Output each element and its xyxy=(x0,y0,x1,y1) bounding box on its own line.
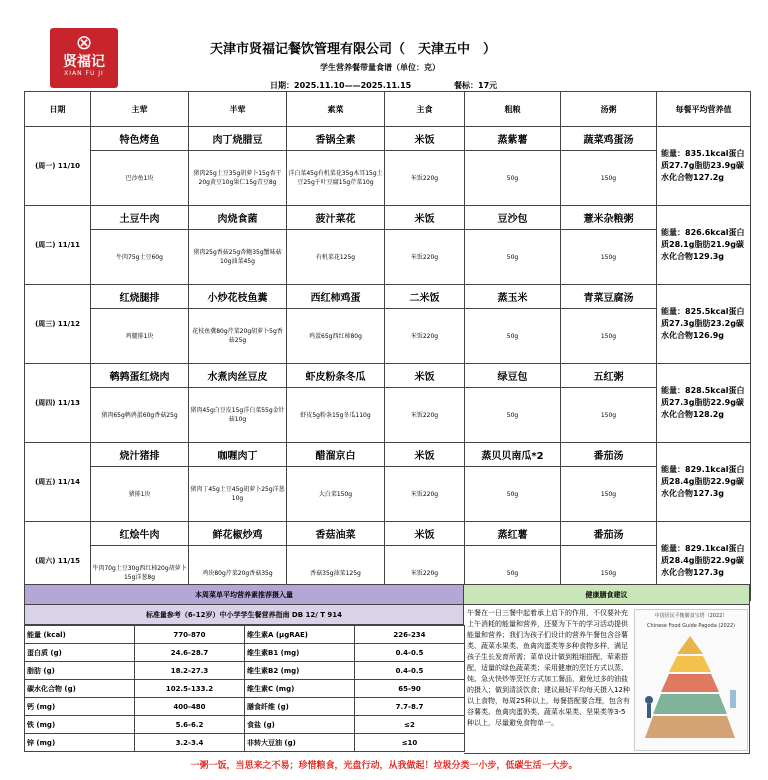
ingredient-amount: 米饭220g xyxy=(385,467,465,522)
pagoda-subtitle: Chinese Food Guide Pagoda (2022) xyxy=(647,623,735,629)
nutrient-label: 维生素A (μgRAE) xyxy=(245,626,355,644)
nutrient-range: 5.6-6.2 xyxy=(135,716,245,734)
dish-name: 西红柿鸡蛋 xyxy=(287,285,385,309)
brand-logo xyxy=(50,28,118,88)
nutrient-label: 维生素B2 (mg) xyxy=(245,662,355,680)
bottom-section xyxy=(24,584,750,754)
ingredient-amount: 150g xyxy=(561,467,657,522)
col-header: 素菜 xyxy=(287,92,385,127)
dish-name: 小炒花枝鱼糞 xyxy=(189,285,287,309)
advice-text: 午餐在一日三餐中起着承上启下的作用，不仅要补充上午消耗的能量和营养，还要为下午的学习活动提供能量和营养；我们为孩子们设计的营养午餐包含谷薯类、蔬菜水果类、鱼禽肉蛋类等多种食物多样，满足孩子生长发育所需；菜单设计做到粗细搭配、荤素搭配，适量的绿色蔬菜类；采用健康的烹饪方式以蒸、炖、急火快炒等烹饪方式加工餐品，避免过多的油盐的摄入；做到清淡饮食；建议最好平均每天摄入12种以上食物，每周25种以上，每餐搭配要合理，包含有谷薯类、鱼禽肉蛋奶类、蔬菜水果类、坚果类等3-5种以上，尽量避免食物单一。 xyxy=(467,609,630,727)
ingredient-amount: 150g xyxy=(561,230,657,285)
nutrient-row xyxy=(25,680,465,698)
ingredient-amount: 鸡蛋65g西红柿80g xyxy=(287,309,385,364)
nutrient-range: ≤10 xyxy=(355,734,465,752)
ingredient-amount: 米饭220g xyxy=(385,230,465,285)
dish-name: 特色烤鱼 xyxy=(91,127,189,151)
dish-name: 米饭 xyxy=(385,127,465,151)
nutrient-row xyxy=(25,644,465,662)
advice-heading: 健康膳食建议 xyxy=(464,584,750,605)
dish-name: 蔬菜鸡蛋汤 xyxy=(561,127,657,151)
dish-name: 鲜花椒炒鸡 xyxy=(189,522,287,546)
nutrient-label: 钙 (mg) xyxy=(25,698,135,716)
day-label: (周一) 11/10 xyxy=(25,127,91,206)
summary-heading: 本周菜单平均营养素推荐摄入量 xyxy=(24,584,464,605)
nutrition-value: 能量：829.1kcal蛋白质28.4g脂肪22.9g碳水化合物127.3g xyxy=(657,522,751,601)
page-subtitle: 学生营养餐带量食谱（单位：克） xyxy=(320,63,440,72)
dish-name: 水煮肉丝豆皮 xyxy=(189,364,287,388)
menu-ingredient-row xyxy=(25,467,751,522)
nutrient-range: 0.4-0.5 xyxy=(355,662,465,680)
dish-name: 绿豆包 xyxy=(465,364,561,388)
page-title: 天津市贤福记餐饮管理有限公司（ 天津五中 ） xyxy=(210,42,497,57)
ingredient-amount: 大白菜150g xyxy=(287,467,385,522)
dish-name: 蒸贝贝南瓜*2 xyxy=(465,443,561,467)
nutrition-value: 能量：826.6kcal蛋白质28.1g脂肪21.9g碳水化合物129.3g xyxy=(657,206,751,285)
ingredient-amount: 50g xyxy=(465,388,561,443)
menu-ingredient-row xyxy=(25,309,751,364)
ingredient-amount: 150g xyxy=(561,388,657,443)
dish-name: 香锅全素 xyxy=(287,127,385,151)
nutrition-value: 能量：835.1kcal蛋白质27.7g脂肪23.9g碳水化合物127.2g xyxy=(657,127,751,206)
nutrient-row xyxy=(25,716,465,734)
ingredient-amount: 猪排1块 xyxy=(91,467,189,522)
dish-name: 醋溜京白 xyxy=(287,443,385,467)
dish-name: 米饭 xyxy=(385,364,465,388)
dish-name: 红烩牛肉 xyxy=(91,522,189,546)
ingredient-amount: 150g xyxy=(561,151,657,206)
ingredient-amount: 有机菜花125g xyxy=(287,230,385,285)
ingredient-amount: 猪肉45g白豆皮15g洋白菜55g金针菇10g xyxy=(189,388,287,443)
nutrient-label: 铁 (mg) xyxy=(25,716,135,734)
ingredient-amount: 牛肉75g土豆60g xyxy=(91,230,189,285)
nutrient-label: 碳水化合物 (g) xyxy=(25,680,135,698)
dish-name: 红烧腿排 xyxy=(91,285,189,309)
dish-name: 米饭 xyxy=(385,522,465,546)
nutrient-label: 锌 (mg) xyxy=(25,734,135,752)
dish-name: 五红粥 xyxy=(561,364,657,388)
pagoda-title: 中国居民平衡膳食宝塔（2022） xyxy=(654,613,728,619)
nutrient-range: 0.4-0.5 xyxy=(355,644,465,662)
ingredient-amount: 米饭220g xyxy=(385,151,465,206)
ingredient-amount: 香菇35g油菜125g xyxy=(287,546,385,601)
nutrient-range: 3.2-3.4 xyxy=(135,734,245,752)
menu-dish-row xyxy=(25,522,751,546)
footer-slogan: 一粥一饭，当思来之不易；珍惜粮食，光盘行动，从我做起！垃圾分类一小步，低碳生活一大步。 xyxy=(190,761,578,771)
day-label: (周二) 11/11 xyxy=(25,206,91,285)
ingredient-amount: 鸡腿排1块 xyxy=(91,309,189,364)
ingredient-amount: 米饭220g xyxy=(385,388,465,443)
nutrient-range: 7.7-8.7 xyxy=(355,698,465,716)
menu-dish-row xyxy=(25,127,751,151)
ingredient-amount: 鸡块80g芹菜20g香菇35g xyxy=(189,546,287,601)
ingredient-amount: 150g xyxy=(561,546,657,601)
ingredient-amount: 猪肉25g香菇25g杏鲍35g蟹味菇10g油菜45g xyxy=(189,230,287,285)
summary-standard: 标准量参考（6-12岁）中小学学生餐营养指南 DB 12/ T 914 xyxy=(24,605,464,625)
ingredient-amount: 米饭220g xyxy=(385,546,465,601)
ingredient-amount: 猪肉丁45g土豆45g胡萝卜25g洋葱10g xyxy=(189,467,287,522)
menu-header-row xyxy=(25,92,751,127)
col-header: 主荤 xyxy=(91,92,189,127)
ingredient-amount: 50g xyxy=(465,546,561,601)
dish-name: 豆沙包 xyxy=(465,206,561,230)
date-range: 日期：2025.11.10——2025.11.15 xyxy=(270,81,412,90)
menu-ingredient-row xyxy=(25,151,751,206)
nutrient-label: 能量 (kcal) xyxy=(25,626,135,644)
ingredient-amount: 洋白菜45g有机菜花35g木耳15g土豆25g千叶豆腐15g芹菜10g xyxy=(287,151,385,206)
nutrient-label: 脂肪 (g) xyxy=(25,662,135,680)
day-label: (周六) 11/15 xyxy=(25,522,91,601)
dish-name: 米饭 xyxy=(385,206,465,230)
nutrient-row xyxy=(25,626,465,644)
menu-dish-row xyxy=(25,285,751,309)
dish-name: 蒸红薯 xyxy=(465,522,561,546)
day-label: (周三) 11/12 xyxy=(25,285,91,364)
ingredient-amount: 50g xyxy=(465,467,561,522)
nutrition-value: 能量：829.1kcal蛋白质28.4g脂肪22.9g碳水化合物127.3g xyxy=(657,443,751,522)
dish-name: 蒸玉米 xyxy=(465,285,561,309)
menu-dish-row xyxy=(25,206,751,230)
dish-name: 肉烧食菌 xyxy=(189,206,287,230)
dish-name: 烧汁猪排 xyxy=(91,443,189,467)
nutrient-range: 400-480 xyxy=(135,698,245,716)
date-row xyxy=(270,80,497,91)
nutrient-range: 24.6-28.7 xyxy=(135,644,245,662)
nutrient-range: 102.5-133.2 xyxy=(135,680,245,698)
dish-name: 青菜豆腐汤 xyxy=(561,285,657,309)
col-header: 每餐平均营养值 xyxy=(657,92,751,127)
ingredient-amount: 猪肉65g鹌鹑蛋60g香菇25g xyxy=(91,388,189,443)
nutrient-range: 65-90 xyxy=(355,680,465,698)
nutrient-label: 膳食纤维 (g) xyxy=(245,698,355,716)
dish-name: 蒸紫薯 xyxy=(465,127,561,151)
dish-name: 肉丁烧腊豆 xyxy=(189,127,287,151)
ingredient-amount: 虾皮5g粉条15g冬瓜110g xyxy=(287,388,385,443)
nutrition-value: 能量：825.5kcal蛋白质27.3g脂肪23.2g碳水化合物126.9g xyxy=(657,285,751,364)
ingredient-amount: 50g xyxy=(465,230,561,285)
nutrient-label: 食盐 (g) xyxy=(245,716,355,734)
menu-table xyxy=(24,91,751,601)
ingredient-amount: 50g xyxy=(465,151,561,206)
nutrient-row xyxy=(25,662,465,680)
nutrient-range: 770-870 xyxy=(135,626,245,644)
nutrient-label: 维生素B1 (mg) xyxy=(245,644,355,662)
dish-name: 二米饭 xyxy=(385,285,465,309)
ingredient-amount: 米饭220g xyxy=(385,309,465,364)
dish-name: 虾皮粉条冬瓜 xyxy=(287,364,385,388)
advice-panel xyxy=(464,605,750,754)
ingredient-amount: 猪肉25g土豆35g胡萝卜15g杏干20g黄豆10g果仁15g青豆8g xyxy=(189,151,287,206)
dish-name: 鹌鹑蛋红烧肉 xyxy=(91,364,189,388)
nutrient-row xyxy=(25,698,465,716)
col-header: 日期 xyxy=(25,92,91,127)
logo-brand-en: XIAN FU JI xyxy=(64,70,104,77)
dish-name: 番茄汤 xyxy=(561,522,657,546)
pagoda-icon xyxy=(635,630,745,748)
menu-ingredient-row xyxy=(25,388,751,443)
ingredient-amount: 牛肉70g土豆30g西红柿20g胡萝卜15g洋葱8g xyxy=(91,546,189,601)
dish-name: 米饭 xyxy=(385,443,465,467)
nutrient-standard-table xyxy=(24,625,465,752)
nutrient-range: 226-234 xyxy=(355,626,465,644)
dish-name: 菠汁菜花 xyxy=(287,206,385,230)
nutrient-label: 非转大豆油 (g) xyxy=(245,734,355,752)
menu-ingredient-row xyxy=(25,230,751,285)
meal-price: 餐标：17元 xyxy=(454,81,498,90)
nutrient-range: ≤2 xyxy=(355,716,465,734)
nutrient-label: 维生素C (mg) xyxy=(245,680,355,698)
nutrition-value: 能量：828.5kcal蛋白质27.3g脂肪22.9g碳水化合物128.2g xyxy=(657,364,751,443)
menu-dish-row xyxy=(25,443,751,467)
nutrient-range: 18.2-27.3 xyxy=(135,662,245,680)
day-label: (周五) 11/14 xyxy=(25,443,91,522)
dish-name: 咖喱肉丁 xyxy=(189,443,287,467)
ingredient-amount: 50g xyxy=(465,309,561,364)
col-header: 主食 xyxy=(385,92,465,127)
day-label: (周四) 11/13 xyxy=(25,364,91,443)
nutrient-label: 蛋白质 (g) xyxy=(25,644,135,662)
logo-brand-text: 贤福记 xyxy=(63,54,105,70)
dish-name: 番茄汤 xyxy=(561,443,657,467)
food-pagoda-image xyxy=(634,609,748,751)
logo-emblem-icon: ⊗ xyxy=(75,30,93,54)
ingredient-amount: 150g xyxy=(561,309,657,364)
col-header: 粗粮 xyxy=(465,92,561,127)
dish-name: 土豆牛肉 xyxy=(91,206,189,230)
dish-name: 薏米杂粮粥 xyxy=(561,206,657,230)
ingredient-amount: 巴沙鱼1块 xyxy=(91,151,189,206)
nutrient-row xyxy=(25,734,465,752)
ingredient-amount: 花枝鱼糞80g芹菜20g胡萝卜5g香菇25g xyxy=(189,309,287,364)
menu-dish-row xyxy=(25,364,751,388)
dish-name: 香菇油菜 xyxy=(287,522,385,546)
col-header: 半荤 xyxy=(189,92,287,127)
col-header: 汤粥 xyxy=(561,92,657,127)
